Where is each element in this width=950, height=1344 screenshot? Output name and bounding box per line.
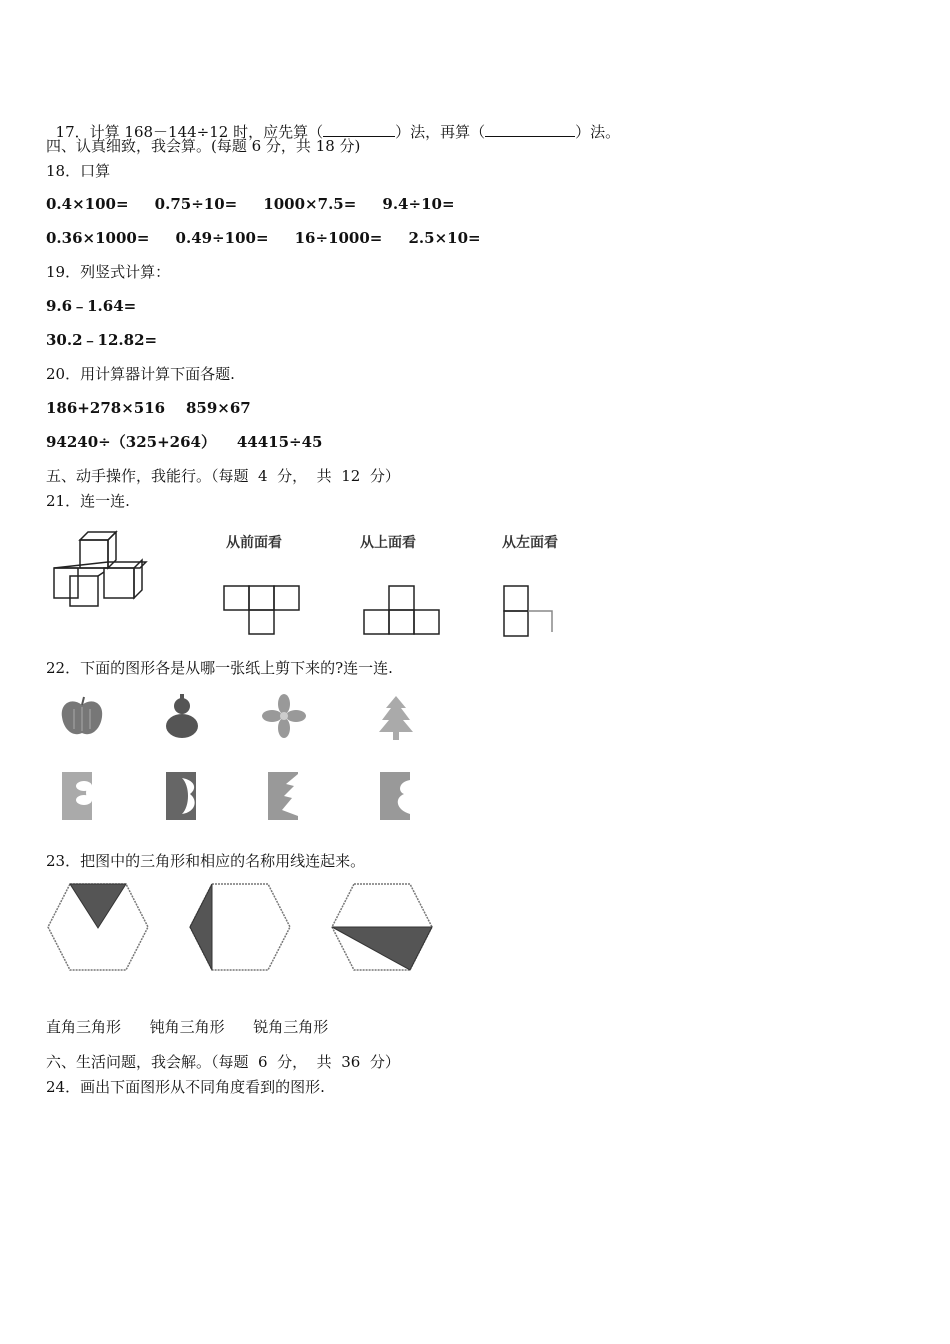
q18-row-2: 0.36×1000= 0.49÷100= 16÷1000= 2.5×10= <box>46 229 481 247</box>
hexagon-triangle-2 <box>186 880 294 974</box>
q22-title: 22．下面的图形各是从哪一张纸上剪下来的?连一连. <box>46 659 393 677</box>
q20-row-2: 94240÷（325+264） 44415÷45 <box>46 433 323 451</box>
tree-icon <box>376 694 416 740</box>
section-6-heading: 六、生活问题，我会解。（每题 6 分， 共 36 分） <box>46 1053 400 1071</box>
q19-title: 19．列竖式计算： <box>46 263 171 281</box>
q17-blank-2[interactable] <box>485 136 575 137</box>
view-label-front: 从前面看 <box>226 535 282 551</box>
q17-prefix: 17．计算 168－144÷12 时，应先算（ <box>55 123 324 141</box>
hexagon-triangle-1 <box>44 880 152 974</box>
q17-mid: ）法，再算（ <box>395 123 486 141</box>
paper-sheet-3 <box>266 770 300 822</box>
cube-stack-figure <box>50 528 150 610</box>
section-4-heading: 四、认真细致，我会算。(每题 6 分，共 18 分) <box>46 137 361 155</box>
q23-title: 23．把图中的三角形和相应的名称用线连起来。 <box>46 852 366 870</box>
q23-triangle-names: 直角三角形 钝角三角形 锐角三角形 <box>46 1018 329 1036</box>
view-label-left: 从左面看 <box>502 535 558 551</box>
apple-icon <box>58 695 106 739</box>
section-5-heading: 五、动手操作，我能行。（每题 4 分， 共 12 分） <box>46 467 400 485</box>
q18-title: 18．口算 <box>46 162 111 180</box>
view-label-top: 从上面看 <box>360 535 416 551</box>
hexagon-triangle-3 <box>328 880 436 974</box>
paper-sheet-2 <box>164 770 198 822</box>
q24-title: 24．画出下面图形从不同角度看到的图形. <box>46 1078 325 1096</box>
q17-suffix: ）法。 <box>575 123 621 141</box>
gourd-icon <box>162 694 202 740</box>
q21-title: 21．连一连. <box>46 492 130 510</box>
flower-icon <box>262 694 306 738</box>
paper-sheet-1 <box>60 770 94 822</box>
left-view-shape <box>502 584 558 638</box>
q20-row-1: 186+278×516 859×67 <box>46 399 251 417</box>
paper-sheet-4 <box>378 770 412 822</box>
top-view-shape <box>362 584 442 636</box>
q19-row-1: 9.6﹣1.64= <box>46 297 137 315</box>
q19-row-2: 30.2﹣12.82= <box>46 331 158 349</box>
q18-row-1: 0.4×100= 0.75÷10= 1000×7.5= 9.4÷10= <box>46 195 455 213</box>
q20-title: 20．用计算器计算下面各题. <box>46 365 235 383</box>
front-view-shape <box>222 584 302 636</box>
